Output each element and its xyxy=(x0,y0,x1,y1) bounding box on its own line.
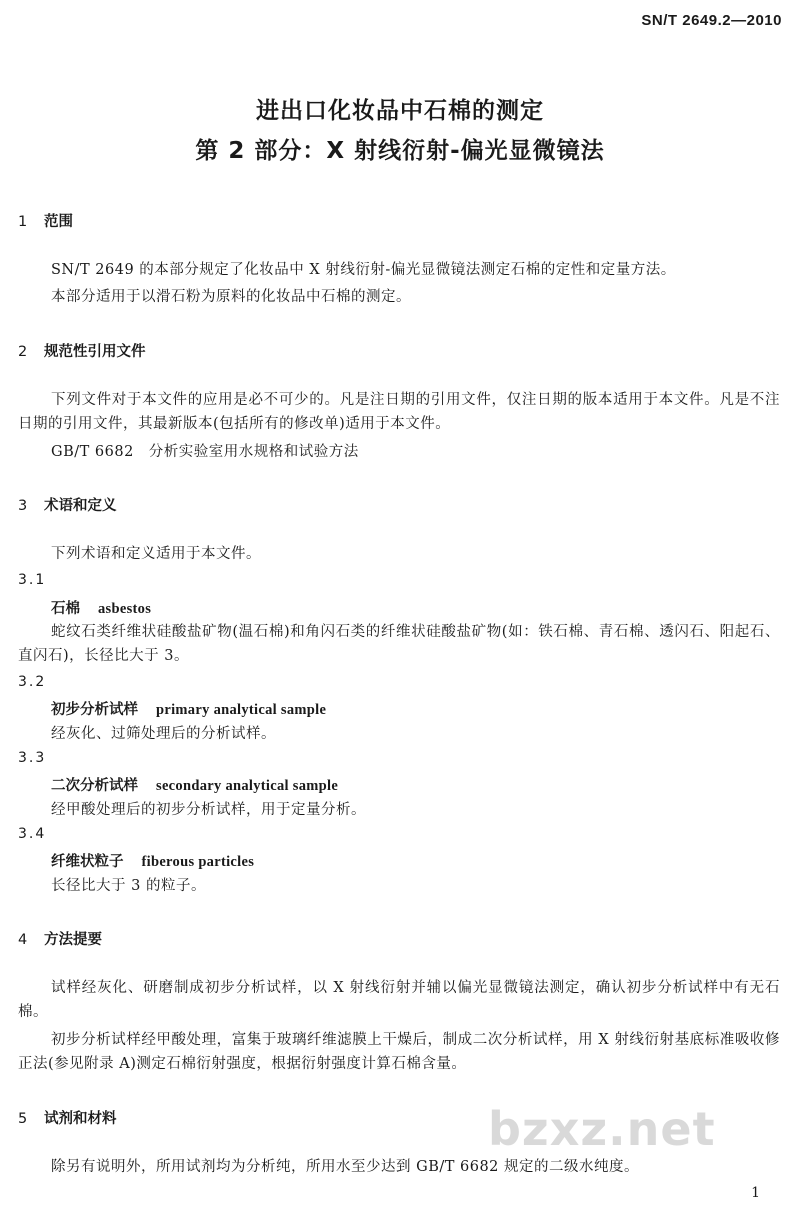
section-3-heading xyxy=(18,494,117,515)
term-heading xyxy=(51,774,338,795)
section-3-intro: 下列术语和定义适用于本文件。 xyxy=(51,546,261,562)
term-definition: 长径比大于 3 的粒子。 xyxy=(51,878,206,894)
section-5-heading xyxy=(18,1107,117,1128)
section-5-paragraph-1: 除另有说明外，所用试剂均为分析纯，所用水至少达到 GB/T 6682 规定的二级水纯度。 xyxy=(51,1159,640,1175)
normative-reference: GB/T 6682 分析实验室用水规格和试验方法 xyxy=(51,444,359,460)
term-chinese: 初步分析试样 xyxy=(51,702,138,718)
term-heading xyxy=(51,850,254,871)
standard-code: SN/T 2649.2—2010 xyxy=(641,12,782,29)
section-title: 术语和定义 xyxy=(44,498,117,514)
term-number: 3.2 xyxy=(18,674,47,690)
section-number: 3 xyxy=(18,498,28,514)
term-heading xyxy=(51,597,151,618)
page-number: 1 xyxy=(751,1185,760,1201)
section-4-paragraph-2: 初步分析试样经甲酸处理，富集于玻璃纤维滤膜上干燥后，制成二次分析试样，用 X 射线衍射基底标准吸收修正法(参见附录 A)测定石棉衍射强度，根据衍射强度计算石棉含量。 xyxy=(18,1032,780,1072)
term-english: primary analytical sample xyxy=(156,702,327,718)
section-1-heading xyxy=(18,210,73,231)
term-number: 3.1 xyxy=(18,572,47,588)
term-definition: 经甲酸处理后的初步分析试样，用于定量分析。 xyxy=(51,802,366,818)
term-definition: 经灰化、过筛处理后的分析试样。 xyxy=(51,726,276,742)
term-chinese: 石棉 xyxy=(51,601,80,617)
section-2-paragraph-1: 下列文件对于本文件的应用是必不可少的。凡是注日期的引用文件，仅注日期的版本适用于本文件。凡是不注日期的引用文件，其最新版本(包括所有的修改单)适用于本文件。 xyxy=(18,392,780,432)
term-number: 3.3 xyxy=(18,750,47,766)
section-title: 规范性引用文件 xyxy=(44,344,146,360)
section-number: 1 xyxy=(18,214,28,230)
section-number: 4 xyxy=(18,932,28,948)
section-1-paragraph-1: SN/T 2649 的本部分规定了化妆品中 X 射线衍射-偏光显微镜法测定石棉的定性和定量方法。 xyxy=(51,262,676,278)
term-english: asbestos xyxy=(98,601,152,617)
section-1-paragraph-2: 本部分适用于以滑石粉为原料的化妆品中石棉的测定。 xyxy=(51,289,411,305)
document-title-line2: 第 2 部分：X 射线衍射-偏光显微镜法 xyxy=(195,138,605,164)
section-number: 5 xyxy=(18,1111,28,1127)
section-4-paragraph-1: 试样经灰化、研磨制成初步分析试样，以 X 射线衍射并辅以偏光显微镜法测定，确认初步分析试样中有无石棉。 xyxy=(18,980,780,1020)
term-number: 3.4 xyxy=(18,826,47,842)
section-4-heading xyxy=(18,928,102,949)
watermark: bzxz.net xyxy=(488,1102,716,1156)
term-heading xyxy=(51,698,326,719)
term-english: secondary analytical sample xyxy=(156,778,339,794)
section-title: 范围 xyxy=(44,214,73,230)
term-definition: 蛇纹石类纤维状硅酸盐矿物(温石棉)和角闪石类的纤维状硅酸盐矿物(如：铁石棉、青石棉、透闪石、阳起石、直闪石)，长径比大于 3。 xyxy=(18,624,780,664)
section-title: 试剂和材料 xyxy=(44,1111,117,1127)
term-chinese: 纤维状粒子 xyxy=(51,854,124,870)
section-number: 2 xyxy=(18,344,28,360)
term-chinese: 二次分析试样 xyxy=(51,778,138,794)
section-2-heading xyxy=(18,340,146,361)
document-title-line1: 进出口化妆品中石棉的测定 xyxy=(256,98,544,124)
section-title: 方法提要 xyxy=(44,932,102,948)
term-english: fiberous particles xyxy=(141,854,255,870)
